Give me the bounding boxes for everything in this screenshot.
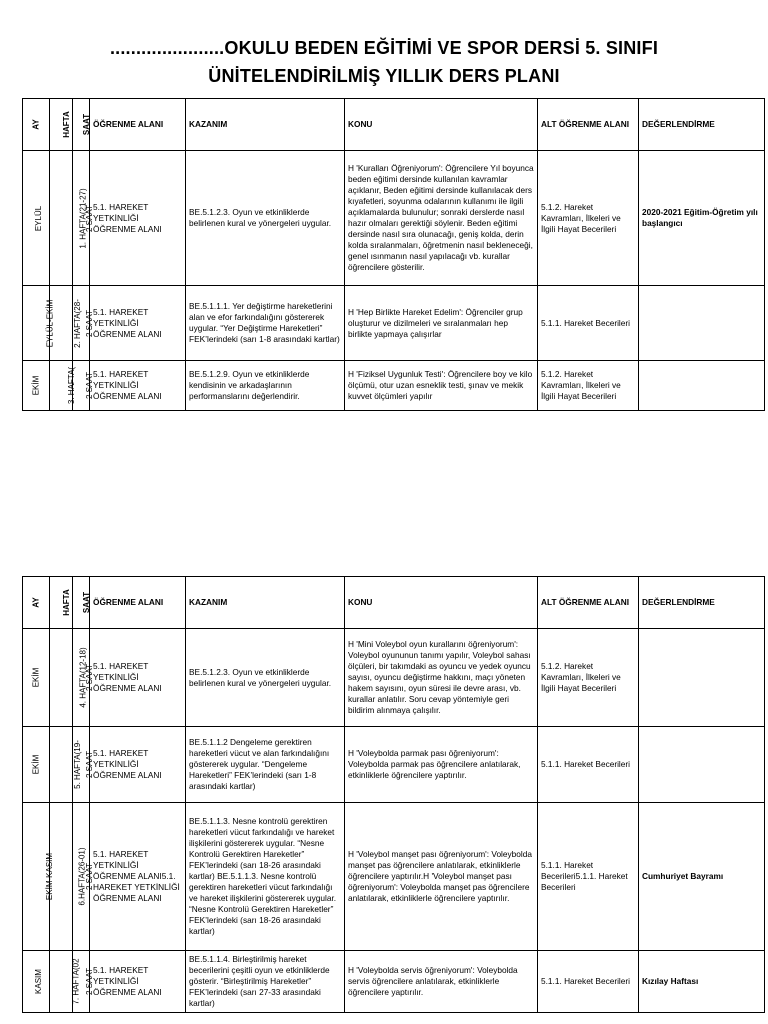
cell-alt-ogrenme-alani: 5.1.2. Hareket Kavramları, İlkeleri ve İlgili Hayat Becerileri: [538, 361, 639, 411]
header-saat: SAAT: [73, 577, 90, 629]
cell-hafta: 2. HAFTA(28-: [50, 286, 73, 361]
cell-konu: H 'Kuralları Öğreniyorum': Öğrencilere Yıl boyunca beden eğitimi dersinde kullanılan kavramlar açıklanır, Beden eğitimi dersinde kullanılacak ders kıyafetleri, soyunma odalarının kullanımı ile ilgili açıklamalarda bulunulur; sonraki derslerde nasıl hazır olmaları gerektiği söylenir. Beden eğitimi dersinde nasıl sıra olunacağı, geniş kolda, derin kolda sıralanmaları, öğretmenin nasıl bekleneceği, genel ısınmanın nasıl yapılacağı vb. kurallar öğrencilere gösterilir.: [345, 151, 538, 286]
header-konu: KONU: [345, 577, 538, 629]
cell-ay: EKİM: [23, 361, 50, 411]
cell-hafta: 6.HAFTA(26-01): [50, 803, 73, 951]
cell-hafta: 4. HAFTA(12-18): [50, 629, 73, 727]
cell-hafta: 1. HAFTA(21-27): [50, 151, 73, 286]
cell-alt-ogrenme-alani: 5.1.1. Hareket Becerileri: [538, 286, 639, 361]
cell-saat: 2 SAAT: [73, 951, 90, 1013]
document-title-line1: ......................OKULU BEDEN EĞİTİMİ VE SPOR DERSİ 5. SINIFI: [109, 38, 659, 58]
cell-kazanim: BE.5.1.1.1. Yer değiştirme hareketlerini alan ve efor farkındalığını göstererek uygular. “Yer Değiştirme Hareketleri” FEK’lerindeki (sarı 1-8 arasındaki kartlar): [186, 286, 345, 361]
header-kazanim: KAZANIM: [186, 99, 345, 151]
cell-alt-ogrenme-alani: 5.1.2. Hareket Kavramları, İlkeleri ve İlgili Hayat Becerileri: [538, 629, 639, 727]
cell-ay: EKİM: [23, 727, 50, 803]
header-hafta: HAFTA: [50, 577, 73, 629]
table-row: [23, 629, 765, 727]
header-saat: SAAT: [73, 99, 90, 151]
cell-degerlendirme: Kızılay Haftası: [639, 951, 765, 1013]
cell-ay: EYLÜL: [23, 151, 50, 286]
cell-hafta: 5. HAFTA(19-: [50, 727, 73, 803]
header-ogrenme-alani: ÖĞRENME ALANI: [90, 99, 186, 151]
table-row: [23, 803, 765, 951]
header-degerlendirme: DEĞERLENDİRME: [639, 99, 765, 151]
cell-saat: 2 SAAT: [73, 629, 90, 727]
cell-ay: EYLÜL-EKİM: [23, 286, 50, 361]
cell-ay: EKİM: [23, 629, 50, 727]
cell-alt-ogrenme-alani: 5.1.1. Hareket Becerileri: [538, 727, 639, 803]
cell-alt-ogrenme-alani: 5.1.2. Hareket Kavramları, İlkeleri ve İlgili Hayat Becerileri: [538, 151, 639, 286]
header-ay: AY: [23, 99, 50, 151]
cell-ogrenme-alani: 5.1. HAREKET YETKİNLİĞİ ÖĞRENME ALANI: [90, 629, 186, 727]
cell-ogrenme-alani: 5.1. HAREKET YETKİNLİĞİ ÖĞRENME ALANI: [90, 951, 186, 1013]
cell-alt-ogrenme-alani: 5.1.1. Hareket Becerileri5.1.1. Hareket Becerileri: [538, 803, 639, 951]
header-kazanim: KAZANIM: [186, 577, 345, 629]
table-row: [23, 151, 765, 286]
cell-hafta: 7. HAFTA(02: [50, 951, 73, 1013]
cell-alt-ogrenme-alani: 5.1.1. Hareket Becerileri: [538, 951, 639, 1013]
header-konu: KONU: [345, 99, 538, 151]
cell-degerlendirme: [639, 629, 765, 727]
cell-saat: 2 SAAT: [73, 286, 90, 361]
cell-saat: 2 SAAT: [73, 361, 90, 411]
cell-kazanim: BE.5.1.1.4. Birleştirilmiş hareket becerilerini çeşitli oyun ve etkinliklerde gösterir. “Birleştirilmiş Hareketler” FEK’lerindeki (sarı 27-33 arasındaki kartlar): [186, 951, 345, 1013]
table-header-row: [23, 99, 765, 151]
cell-degerlendirme: [639, 286, 765, 361]
cell-kazanim: BE.5.1.2.3. Oyun ve etkinliklerde belirlenen kural ve yönergeleri uygular.: [186, 151, 345, 286]
table-row: [23, 727, 765, 803]
table-row: [23, 286, 765, 361]
cell-hafta: 3. HAFTA(: [50, 361, 73, 411]
cell-ogrenme-alani: 5.1. HAREKET YETKİNLİĞİ ÖĞRENME ALANI: [90, 151, 186, 286]
cell-ay: KASIM: [23, 951, 50, 1013]
cell-konu: H 'Mini Voleybol oyun kurallarını öğreniyorum': Voleybol oyununun tanımı yapılır, Voleybol sahası ölçüleri, bir takımdaki as oyuncu ve yedek oyuncu sayısı, oyuncu değiştirme hakkını, maçı yöneten hakem sayısını, oyun süresi ile devre arası, vb. kurallar anlatılır. Soru cevap yöntemiyle geri bildirim alınmaya çalışılır.: [345, 629, 538, 727]
header-degerlendirme: DEĞERLENDİRME: [639, 577, 765, 629]
cell-kazanim: BE.5.1.2.3. Oyun ve etkinliklerde belirlenen kural ve yönergeleri uygular.: [186, 629, 345, 727]
plan-table-2: [22, 576, 765, 1013]
table-row: [23, 951, 765, 1013]
cell-ogrenme-alani: 5.1. HAREKET YETKİNLİĞİ ÖĞRENME ALANI5.1. HAREKET YETKİNLİĞİ ÖĞRENME ALANI: [90, 803, 186, 951]
cell-ogrenme-alani: 5.1. HAREKET YETKİNLİĞİ ÖĞRENME ALANI: [90, 361, 186, 411]
header-ogrenme-alani: ÖĞRENME ALANI: [90, 577, 186, 629]
table-row: [23, 361, 765, 411]
cell-konu: H 'Voleybol manşet pası öğreniyorum': Voleybolda manşet pas öğrencilere anlatılarak, etkinliklerle öğrencilere yaptırılır.H 'Voleybol manşet pası öğreniyorum': Voleybolda manşet pas öğrencilere anlatılarak, etkinliklerle öğrencilere yaptırılır.: [345, 803, 538, 951]
cell-kazanim: BE.5.1.1.2 Dengeleme gerektiren hareketleri vücut ve alan farkındalığını göstererek uygular. “Dengeleme Hareketleri” FEK’lerindeki (sarı 1-8 arasındaki kartlar): [186, 727, 345, 803]
cell-degerlendirme: Cumhuriyet Bayramı: [639, 803, 765, 951]
cell-degerlendirme: 2020-2021 Eğitim-Öğretim yılı başlangıcı: [639, 151, 765, 286]
cell-ogrenme-alani: 5.1. HAREKET YETKİNLİĞİ ÖĞRENME ALANI: [90, 727, 186, 803]
cell-ogrenme-alani: 5.1. HAREKET YETKİNLİĞİ ÖĞRENME ALANI: [90, 286, 186, 361]
table-header-row: [23, 577, 765, 629]
cell-kazanim: BE.5.1.2.9. Oyun ve etkinliklerde kendisinin ve arkadaşlarının performanslarını değerlendirir.: [186, 361, 345, 411]
cell-ay: EKİM-KASIM: [23, 803, 50, 951]
cell-degerlendirme: [639, 727, 765, 803]
cell-konu: H 'Hep Birlikte Hareket Edelim': Öğrenciler grup oluşturur ve dizilmeleri ve sıralanmaları hep birlikte yapmaya çalışırlar: [345, 286, 538, 361]
document-title-line2: ÜNİTELENDİRİLMİŞ YILLIK DERS PLANI: [208, 66, 560, 86]
cell-konu: H 'Voleybolda servis öğreniyorum': Voleybolda servis öğrencilere anlatılarak, etkinliklerle öğrencilere yaptırılır.: [345, 951, 538, 1013]
cell-degerlendirme: [639, 361, 765, 411]
header-hafta: HAFTA: [50, 99, 73, 151]
cell-saat: 2 SAAT: [73, 803, 90, 951]
header-ay: AY: [23, 577, 50, 629]
plan-table-1: [22, 98, 765, 411]
cell-konu: H 'Voleybolda parmak pası öğreniyorum': Voleybolda parmak pas öğrencilere anlatılarak, etkinliklerle öğrencilere yaptırılır.: [345, 727, 538, 803]
cell-kazanim: BE.5.1.1.3. Nesne kontrolü gerektiren hareketleri vücut farkındalığı ve hareket ilişkilerini göstererek uygular. “Nesne Kontrolü Gerektiren Hareketler” FEK’lerindeki (sarı 18-26 arasındaki kartlar) BE.5.1.1.3. Nesne kontrolü gerektiren hareketleri vücut farkındalığı ve hareket ilişkilerini göstererek uygular. “Nesne Kontrolü Gerektiren Hareketler” FEK’lerindeki (sarı 18-26 arasındaki kartlar): [186, 803, 345, 951]
header-alt-ogrenme-alani: ALT ÖĞRENME ALANI: [538, 99, 639, 151]
cell-saat: 2 SAAT: [73, 151, 90, 286]
cell-konu: H 'Fiziksel Uygunluk Testi': Öğrencilere boy ve kilo ölçümü, otur uzan esneklik testi, şınav ve mekik kuvvet ölçümleri yapılır: [345, 361, 538, 411]
cell-saat: 2 SAAT: [73, 727, 90, 803]
header-alt-ogrenme-alani: ALT ÖĞRENME ALANI: [538, 577, 639, 629]
